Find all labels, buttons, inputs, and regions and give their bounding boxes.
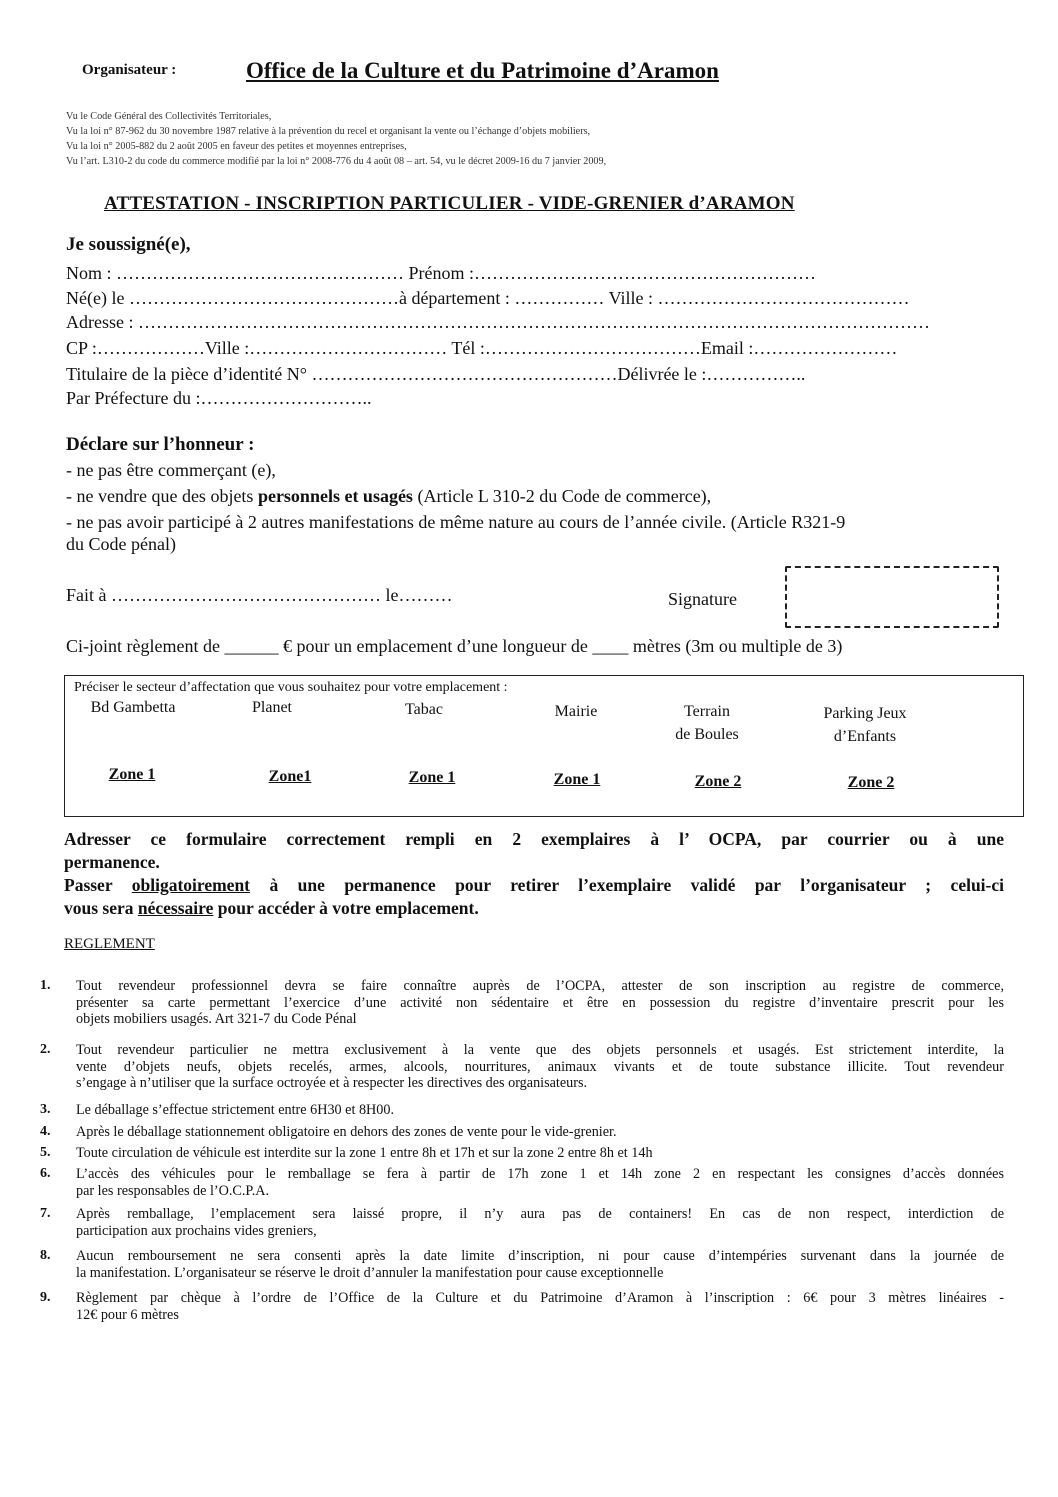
rule-item: Tout revendeur professionnel devra se faire connaître auprès de l’OCPA, attester de son inscription au registre de commerce, présenter sa carte permettant l’exercice d’une activité non sédentaire et être en possession du registre d’inventaire prescrit pour les objets mobiliers usagés. Art 321-7 du Code Pénal <box>76 978 1004 1027</box>
sector-name: Terrain de Boules <box>675 703 739 743</box>
rule-item: Après le déballage stationnement obligatoire en dehors des zones de vente pour le vide-grenier. <box>76 1124 617 1140</box>
zone-option[interactable]: Zone1 <box>268 768 312 785</box>
instructions-block <box>64 828 1004 920</box>
document-title: ATTESTATION - INSCRIPTION PARTICULIER - VIDE-GRENIER d’ARAMON <box>104 193 795 214</box>
rule-item: Règlement par chèque à l’ordre de l’Office de la Culture et du Patrimoine d’Aramon à l’inscription : 6€ pour 3 mètres linéaires - 12€ pour 6 mètres <box>76 1290 1004 1323</box>
declaration-item: du Code pénal) <box>66 534 176 554</box>
declaration-item: - ne pas avoir participé à 2 autres manifestations de même nature au cours de l’année civile. (Article R321-9 <box>66 512 846 532</box>
legal-reference: Vu la loi n° 87-962 du 30 novembre 1987 relative à la prévention du recel et organisant la vente ou l’échange d’objets mobiliers, <box>66 126 591 137</box>
rule-item: Toute circulation de véhicule est interdite sur la zone 1 entre 8h et 17h et sur la zone 2 entre 8h et 14h <box>76 1145 653 1161</box>
legal-reference: Vu la loi n° 2005-882 du 2 août 2005 en faveur des petites et moyennes entreprises, <box>66 141 407 152</box>
rule-number: 1. <box>40 978 51 993</box>
organizer-label: Organisateur : <box>82 62 177 78</box>
instructions-line: permanence. <box>64 852 160 872</box>
rule-item: Tout revendeur particulier ne mettra exclusivement à la vente que des objets personnels et usagés. Est strictement interdite, la vente d’objets neufs, objets recelés, armes, alcools, nourritures, animaux vivants et de toute substance illicite. Tout revendeur s’engage à n’utiliser que la surface octroyée et à respecter les directives des organisateurs. <box>76 1042 1004 1091</box>
form-intro: Je soussigné(e), <box>66 234 191 255</box>
form-line-contact[interactable]: CP :………………Ville :…………………………… Tél :………………………………Email :…………………… <box>66 338 898 358</box>
rule-item: Le déballage s’effectue strictement entre 6H30 et 8H00. <box>76 1102 395 1118</box>
legal-reference: Vu le Code Général des Collectivités Territoriales, <box>66 111 272 122</box>
declaration-item: - ne vendre que des objets personnels et usagés (Article L 310-2 du Code de commerce), <box>66 486 712 506</box>
legal-reference: Vu l’art. L310-2 du code du commerce modifié par la loi n° 2008-776 du 4 août 08 – art. 54, vu le décret 2009-16 du 7 janvier 2009, <box>66 156 607 167</box>
declaration-item: - ne pas être commerçant (e), <box>66 460 276 480</box>
zone-option[interactable]: Zone 2 <box>694 773 742 790</box>
rule-number: 6. <box>40 1166 51 1181</box>
rule-number: 3. <box>40 1102 51 1117</box>
rule-item: Aucun remboursement ne sera consenti après la date limite d’inscription, ni pour cause d’intempéries survenant dans la journée de la manifestation. L’organisateur se réserve le droit d’annuler la manifestation pour cause exceptionnelle <box>76 1248 1004 1281</box>
zone-option[interactable]: Zone 1 <box>108 766 156 783</box>
sector-name: Mairie <box>554 703 598 720</box>
rule-number: 5. <box>40 1145 51 1160</box>
form-line-address[interactable]: Adresse : …………………………………………………………………………………………………………………… <box>66 312 930 332</box>
instructions-line: Adresser ce formulaire correctement rempli en 2 exemplaires à l’ OCPA, par courrier ou à une <box>64 829 1004 849</box>
rule-number: 8. <box>40 1248 51 1263</box>
sector-intro: Préciser le secteur d’affectation que vous souhaitez pour votre emplacement : <box>74 680 508 695</box>
rule-number: 7. <box>40 1206 51 1221</box>
sector-name: Bd Gambetta <box>90 699 176 716</box>
instructions-line: vous sera nécessaire pour accéder à votre emplacement. <box>64 898 479 918</box>
organizer-name: Office de la Culture et du Patrimoine d’Aramon <box>246 58 719 83</box>
zone-option[interactable]: Zone 1 <box>553 771 601 788</box>
form-line-id[interactable]: Titulaire de la pièce d’identité N° ……………………………………………Délivrée le :…………….. <box>66 364 806 384</box>
zone-option[interactable]: Zone 1 <box>408 769 456 786</box>
instructions-line: Passer obligatoirement à une permanence pour retirer l’exemplaire validé par l’organisateur ; celui-ci <box>64 875 1004 895</box>
declaration-title: Déclare sur l’honneur : <box>66 434 255 455</box>
form-line-name[interactable]: Nom : ………………………………………… Prénom :………………………………………………… <box>66 263 816 283</box>
rule-item: L’accès des véhicules pour le remballage se fera à partir de 17h zone 1 et 14h zone 2 en respectant les consignes d’accès données par les responsables de l’O.C.P.A. <box>76 1166 1004 1199</box>
fait-a-field[interactable]: Fait à ……………………………………… le……… <box>66 585 453 605</box>
payment-line[interactable]: Ci-joint règlement de ______ € pour un emplacement d’une longueur de ____ mètres (3m ou multiple de 3) <box>66 636 843 656</box>
sector-name: Parking Jeux d’Enfants <box>823 705 907 745</box>
sector-name: Planet <box>252 699 292 716</box>
rule-item: Après remballage, l’emplacement sera laissé propre, il n’y aura pas de containers! En cas de non respect, interdiction de participation aux prochains vides greniers, <box>76 1206 1004 1239</box>
form-line-prefecture[interactable]: Par Préfecture du :……………………….. <box>66 388 372 408</box>
signature-box[interactable] <box>785 566 999 628</box>
rule-number: 4. <box>40 1124 51 1139</box>
reglement-title: REGLEMENT <box>64 936 155 952</box>
rule-number: 2. <box>40 1042 51 1057</box>
form-line-birth[interactable]: Né(e) le ………………………………………à département : …………… Ville : …………………………………… <box>66 288 910 308</box>
signature-label: Signature <box>668 589 737 609</box>
rule-number: 9. <box>40 1290 51 1305</box>
sector-name: Tabac <box>405 701 443 718</box>
zone-option[interactable]: Zone 2 <box>847 774 895 791</box>
